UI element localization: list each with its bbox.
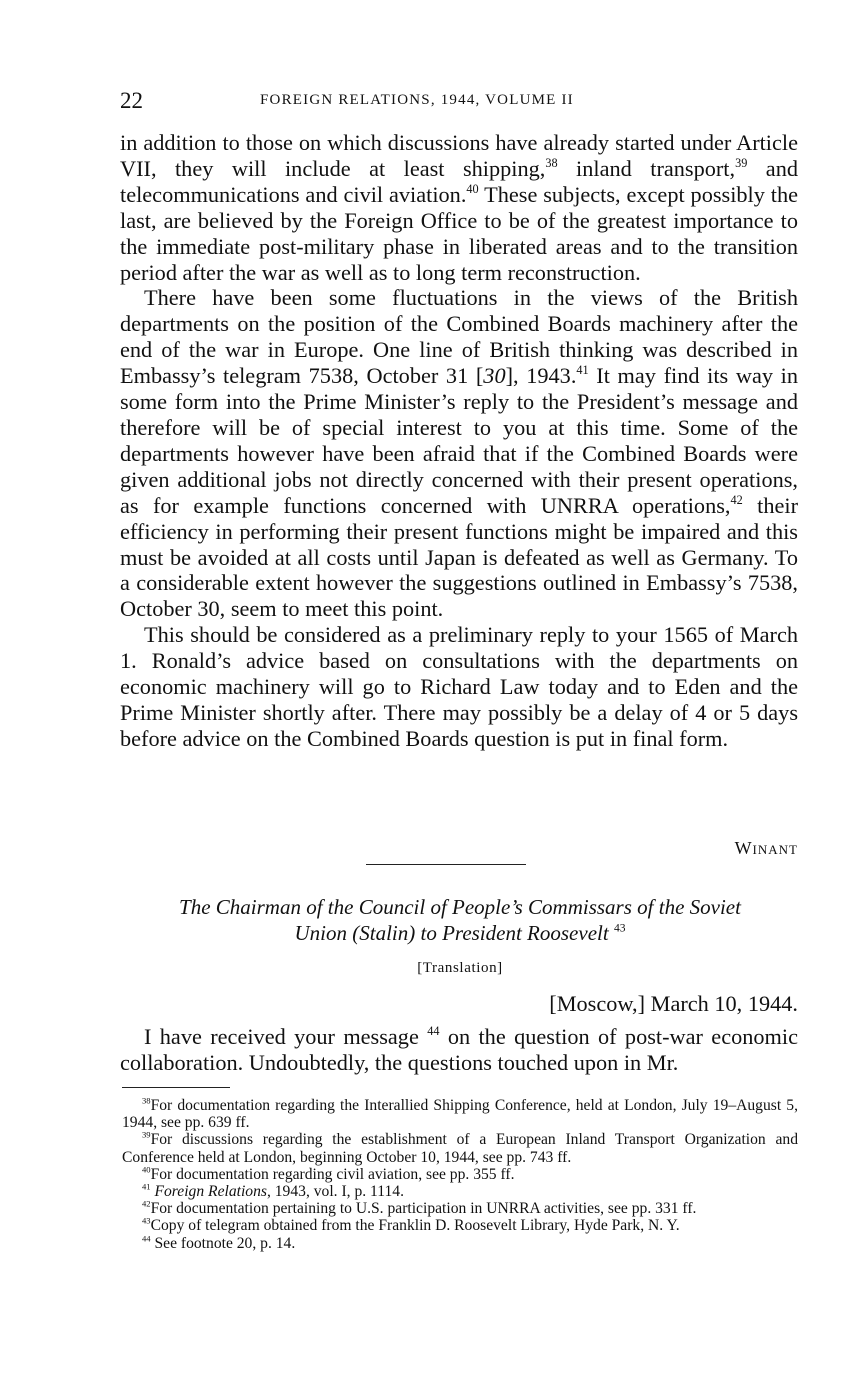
text-run: There have been some fluctuations in the views of the British departments on the position of the Combined Boards machinery after the end of the war in Europe. One line of British thinking was described in Embassy’s telegram 7538, October 31 [ [120,285,798,389]
title-line-2 [120,920,800,946]
footnote [122,1131,798,1165]
footnotes [122,1097,798,1252]
footnote-text: For documentation pertaining to U.S. participation in UNRRA activities, see pp. 331 ff. [150,1200,697,1218]
title-line-1: The Chairman of the Council of People’s Commissars of the Soviet [179,895,741,919]
footnote [122,1166,798,1183]
footnote-text: See footnote 20, p. 14. [154,1234,296,1252]
text-run: Union ( [294,921,360,945]
footnote-text: For documentation regarding civil aviation, see pp. 355 ff. [150,1165,515,1183]
footnote [122,1235,798,1252]
footnote-number: 40 [142,1164,151,1175]
footnote [122,1097,798,1131]
footnote-ref: 44 [427,1023,440,1038]
document-title [120,894,800,946]
footnote-text: , 1943, vol. I, p. 1114. [266,1183,404,1201]
page-header [120,88,800,116]
footnote-number: 41 [142,1181,151,1192]
text-run: I have received your message [144,1024,419,1049]
text-run: on the question of post-war economic collaboration. Undoubtedly, the questions touched upon in Mr. [120,1024,798,1075]
footnote-number: 38 [142,1095,151,1106]
title-name: Stalin [359,921,409,945]
footnote-ref: 40 [466,181,479,196]
text-run: and telecommunications and civil aviation. [120,155,798,207]
footnote-ref: 39 [735,155,748,170]
section-divider [366,864,526,865]
text-run: These subjects, except possibly the last, are believed by the Foreign Office to be of the greatest importance to the immediate post-military phase in liberated areas and to the transition period after the war as well as to long term reconstruction. [120,181,798,285]
paragraph-2 [120,285,798,622]
footnote [122,1217,798,1234]
footnote-number: 39 [142,1129,151,1140]
letter-paragraph [120,1024,798,1076]
text-run: ], 1943. [505,363,577,389]
text-run: It may find its way in some form into the Prime Minister’s reply to the President’s message and therefore will be of special interest to you at this time. Some of the departments however have been afraid that if the Combined Boards were given additional jobs not directly concerned with their present operations, as for example functions concerned with UNRRA operations, [120,363,798,518]
text-run: their efficiency in performing their present functions might be impaired and this must be avoided at all costs until Japan is defeated as well as Germany. To a considerable extent however the suggestions outlined in Embassy’s 7538, October 30, seem to meet this point. [120,492,798,622]
translation-note: [Translation] [417,960,503,976]
footnote [122,1200,798,1217]
footnote-number: 42 [142,1198,151,1209]
footnote-ref: 43 [613,922,626,935]
footnote-text: For documentation regarding the Interallied Shipping Conference, held at London, July 19–August 5, 1944, see pp. 639 ff. [122,1097,798,1132]
footnote-number: 44 [142,1233,151,1244]
dateline: [Moscow,] March 10, 1944. [549,991,798,1016]
paragraph-1 [120,130,798,285]
text-run: ) to President Roosevelt [408,921,609,945]
footnote-ref: 38 [545,155,558,170]
telegram-body [120,130,798,752]
paragraph-3: This should be considered as a preliminary reply to your 1565 of March 1. Ronald’s advice based on consultations with the departments on economic machinery will go to Richard Law today and to Eden and the Prime Minister shortly after. There may possibly be a delay of 4 or 5 days before advice on the Combined Boards question is put in final form. [120,622,798,751]
footnote-text: For discussions regarding the establishment of a European Inland Transport Organization and Conference held at London, beginning October 10, 1944, see pp. 743 ff. [122,1131,798,1166]
text-run: in addition to those on which discussions have already started under Article VII, they will include at least shipping, [120,130,798,181]
letter-body [120,1024,798,1076]
signature: Winant [734,838,798,858]
footnote-italic-text: Foreign Relations [154,1183,267,1201]
footnote-ref: 41 [576,362,589,377]
footnote [122,1183,798,1200]
editorial-correction: 30 [483,363,506,389]
footnote-divider [122,1087,230,1088]
footnote-ref: 42 [730,492,743,507]
text-run: inland transport, [557,155,736,181]
page-number: 22 [120,88,143,113]
footnote-text: Copy of telegram obtained from the Franklin D. Roosevelt Library, Hyde Park, N. Y. [150,1217,680,1235]
footnote-number: 43 [142,1216,151,1226]
running-head: FOREIGN RELATIONS, 1944, VOLUME II [260,92,574,108]
